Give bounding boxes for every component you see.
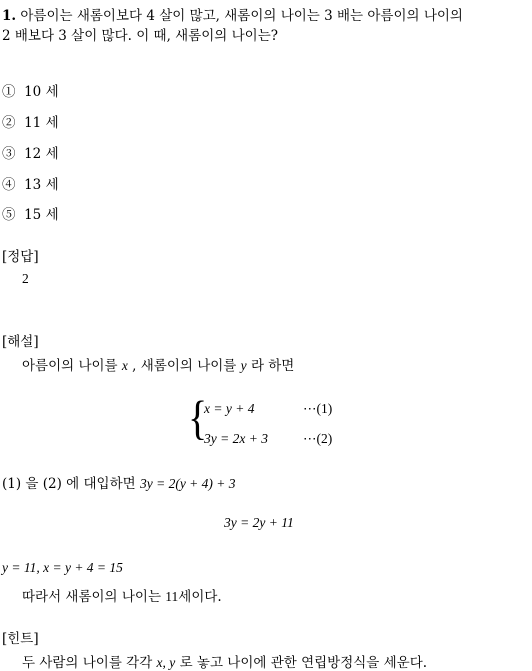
conclusion-value: 11 [165, 589, 179, 604]
choice-text: 13 세 [24, 177, 59, 193]
intro-text-a: 아름이의 나이를 [22, 358, 118, 374]
choice-1 [2, 80, 59, 100]
choice-marker: ⑤ [2, 207, 16, 223]
problem-line-1 [2, 4, 463, 24]
problem-text-1: 아름이는 새롬이보다 4 살이 많고, 새롬이의 나이는 3 배는 아름이의 나이의 [20, 8, 463, 24]
choice-2 [2, 111, 59, 131]
intro-text-b: , 새롬이의 나이를 [132, 358, 237, 374]
substitution-text: (1) 을 (2) 에 대입하면 [2, 476, 136, 492]
hint-text-b: 로 놓고 나이에 관한 연립방정식을 세운다. [179, 655, 428, 671]
display-equation: 3y = 2y + 11 [224, 515, 294, 530]
choice-5 [2, 203, 59, 223]
choice-marker: ③ [2, 146, 16, 162]
hint-text-a: 두 사람의 나이를 각각 [22, 655, 153, 671]
answer-value: 2 [22, 271, 29, 286]
result-line: y = 11, x = y + 4 = 15 [2, 560, 123, 575]
choice-3 [2, 142, 59, 162]
hint-vars: x, y [156, 655, 176, 670]
choice-text: 12 세 [24, 146, 59, 162]
intro-text-c: 라 하면 [250, 358, 295, 374]
explanation-label: [해설] [2, 334, 39, 350]
substitution-equation: 3y = 2(y + 4) + 3 [139, 476, 236, 491]
equation-2-tag: ⋯(2) [303, 431, 333, 446]
equation-1: x = y + 4 [204, 401, 255, 416]
choice-text: 15 세 [24, 207, 59, 223]
choice-marker: ② [2, 115, 16, 131]
var-x: x [121, 358, 128, 373]
left-brace: { [188, 390, 208, 445]
conclusion-text-a: 따라서 새롬이의 나이는 [22, 589, 161, 605]
explanation-intro [22, 354, 294, 374]
hint-line [22, 651, 427, 671]
choice-marker: ④ [2, 177, 16, 193]
substitution-line [2, 472, 236, 492]
choice-text: 11 세 [24, 115, 59, 131]
equation-2: 3y = 2x + 3 [204, 431, 268, 446]
hint-label: [힌트] [2, 631, 39, 647]
answer-label: [정답] [2, 249, 39, 265]
choice-text: 10 세 [24, 84, 59, 100]
var-y: y [240, 358, 247, 373]
choice-marker: ① [2, 84, 16, 100]
choice-4 [2, 173, 59, 193]
conclusion-text-c: 세이다. [178, 589, 222, 605]
equation-1-tag: ⋯(1) [303, 401, 333, 416]
problem-text-2: 2 배보다 3 살이 많다. 이 때, 새롬이의 나이는? [2, 28, 278, 44]
conclusion-line [22, 585, 222, 605]
problem-number: 1. [2, 8, 17, 24]
